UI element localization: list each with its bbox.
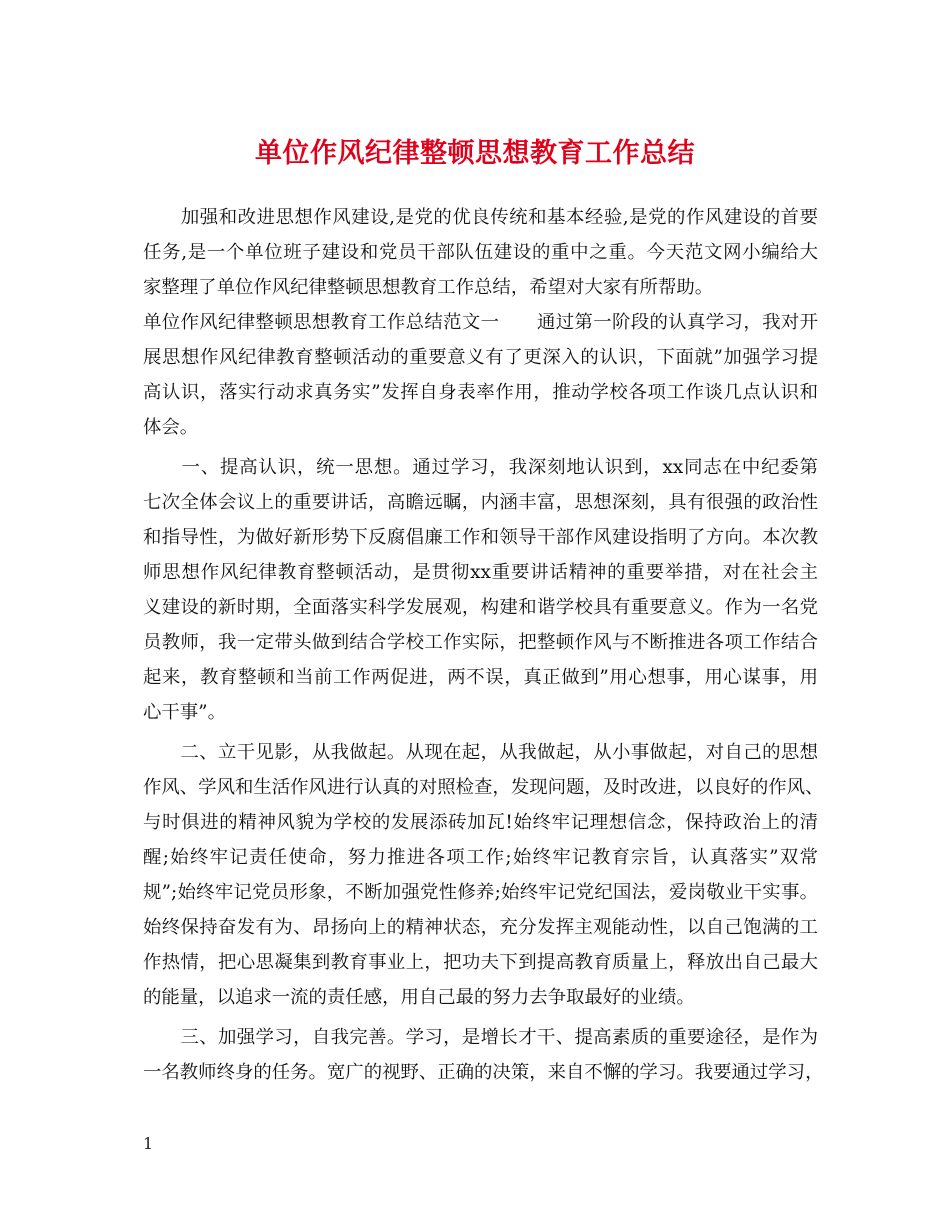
text-line: 和指导性，为做好新形势下反腐倡廉工作和领导干部作风建设指明了方向。本次教 xyxy=(143,527,818,548)
text-line: 的能量，以追求一流的责任感，用自己最的努力去争取最好的业绩。 xyxy=(143,987,695,1008)
text-line: 与时俱进的精神风貌为学校的发展添砖加瓦!始终牢记理想信念，保持政治上的清 xyxy=(143,812,818,833)
page-number: 1 xyxy=(143,1134,154,1153)
paragraph xyxy=(143,200,818,445)
text-line: 二、立干见影，从我做起。从现在起，从我做起，从小事做起，对自己的思想 xyxy=(143,742,818,763)
text-line: 一名教师终身的任务。宽广的视野、正确的决策，来自不懈的学习。我要通过学习， xyxy=(143,1062,824,1083)
text-line: 规”;始终牢记党员形象，不断加强党性修养;始终牢记党纪国法，爱岗敬业干实事。 xyxy=(143,882,818,903)
text-line: 起来，教育整顿和当前工作两促进，两不误，真正做到”用心想事，用心谋事，用 xyxy=(143,667,818,688)
text-line: 始终保持奋发有为、昂扬向上的精神状态，充分发挥主观能动性，以自己饱满的工 xyxy=(143,917,818,938)
text-line: 心干事”。 xyxy=(143,702,226,723)
text-line: 高认识，落实行动求真务实”发挥自身表率作用，推动学校各项工作谈几点认识和 xyxy=(143,382,818,403)
text-line: 家整理了单位作风纪律整顿思想教育工作总结，希望对大家有所帮助。 xyxy=(143,277,714,298)
text-line: 醒;始终牢记责任使命，努力推进各项工作;始终牢记教育宗旨，认真落实”双常 xyxy=(143,847,818,868)
paragraph xyxy=(143,1020,824,1090)
text-line: 师思想作风纪律教育整顿活动，是贯彻xx重要讲话精神的重要举措，对在社会主 xyxy=(143,562,818,583)
text-line: 作热情，把心思凝集到教育事业上，把功夫下到提高教育质量上，释放出自己最大 xyxy=(143,952,818,973)
text-line: 单位作风纪律整顿思想教育工作总结范文一 通过第一阶段的认真学习，我对开 xyxy=(143,312,818,333)
paragraph xyxy=(143,450,818,730)
text-line: 三、加强学习，自我完善。学习，是增长才干、提高素质的重要途径，是作为 xyxy=(143,1027,818,1048)
text-line: 义建设的新时期，全面落实科学发展观，构建和谐学校具有重要意义。作为一名党 xyxy=(143,597,818,618)
paragraph xyxy=(143,735,824,1015)
text-line: 展思想作风纪律教育整顿活动的重要意义有了更深入的认识，下面就”加强学习提 xyxy=(143,347,818,368)
text-line: 任务,是一个单位班子建设和党员干部队伍建设的重中之重。今天范文网小编给大 xyxy=(143,242,818,263)
document-body xyxy=(143,200,824,1090)
text-line: 一、提高认识，统一思想。通过学习，我深刻地认识到，xx同志在中纪委第 xyxy=(143,457,818,478)
text-line: 作风、学风和生活作风进行认真的对照检查，发现问题，及时改进，以良好的作风、 xyxy=(143,777,824,798)
text-line: 员教师，我一定带头做到结合学校工作实际，把整顿作风与不断推进各项工作结合 xyxy=(143,632,818,653)
text-line: 体会。 xyxy=(143,417,199,438)
document-title: 单位作风纪律整顿思想教育工作总结 xyxy=(255,138,695,169)
text-line: 加强和改进思想作风建设,是党的优良传统和基本经验,是党的作风建设的首要 xyxy=(143,207,818,228)
text-line: 七次全体会议上的重要讲话，高瞻远瞩，内涵丰富，思想深刻，具有很强的政治性 xyxy=(143,492,818,513)
